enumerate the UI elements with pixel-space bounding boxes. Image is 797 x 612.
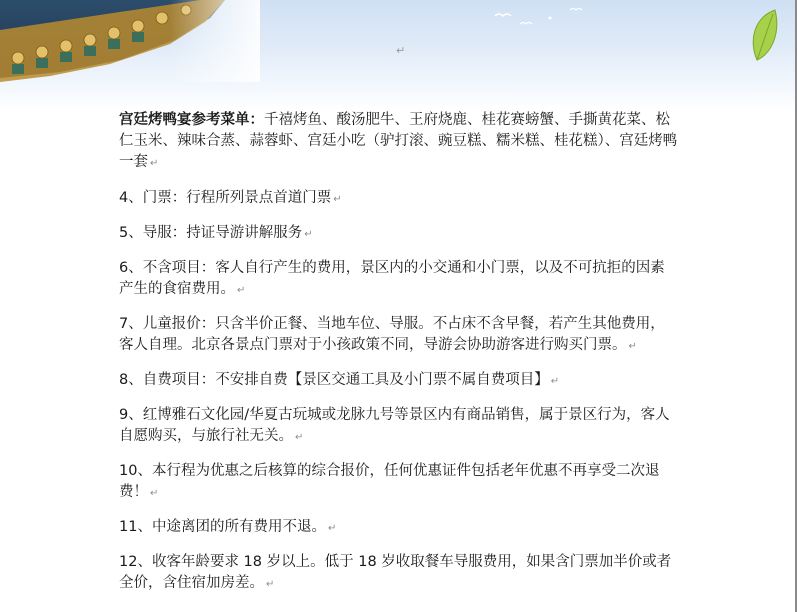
- paragraph-mark: ↵: [550, 376, 560, 387]
- list-item: [119, 370, 679, 392]
- list-item: [119, 188, 679, 210]
- list-item: [119, 405, 679, 448]
- item-text: 6、不含项目：客人自行产生的费用，景区内的小交通和小门票，以及不可抗拒的因素产生的食宿费用。: [119, 260, 665, 297]
- item-text: 11、中途离团的所有费用不退。: [119, 519, 326, 535]
- paragraph-mark: ↵: [150, 158, 159, 169]
- item-text: 4、门票：行程所列景点首道门票: [119, 190, 332, 206]
- list-item: [119, 223, 679, 245]
- list-item: [119, 258, 679, 301]
- menu-label: 宫廷烤鸭宴参考菜单：: [119, 112, 264, 128]
- paragraph-mark: ↵: [333, 194, 342, 205]
- paragraph-mark: ↵: [150, 488, 159, 499]
- item-text: 9、红博雅石文化园/华夏古玩城或龙脉九号等景区内有商品销售，属于景区行为，客人自愿购买，与旅行社无关。: [119, 407, 670, 444]
- paragraph-mark: ↵: [327, 523, 337, 534]
- list-item: [119, 461, 679, 504]
- palace-roof-image: [0, 0, 260, 82]
- paragraph-mark: ↵: [237, 285, 246, 296]
- paragraph-mark: ↵: [266, 579, 275, 590]
- list-item: [119, 517, 679, 539]
- birds-icon: [490, 4, 610, 34]
- document-body[interactable]: [119, 110, 679, 608]
- paragraph-mark: ↵: [304, 229, 313, 240]
- item-text: 10、本行程为优惠之后核算的综合报价，任何优惠证件包括老年优惠不再享受二次退费！: [119, 463, 660, 500]
- list-item: [119, 314, 679, 357]
- paragraph-mark: ↵: [628, 341, 637, 352]
- item-text: 8、自费项目：不安排自费【景区交通工具及小门票不属自费项目】: [119, 372, 549, 388]
- item-text: 12、收客年龄要求 18 岁以上。低于 18 岁收取餐车导服费用，如果含门票加半价或者全价，含住宿加房差。: [119, 554, 672, 591]
- paragraph-mark: ↵: [396, 44, 406, 57]
- green-leaf-icon: [745, 8, 785, 64]
- paragraph-mark: ↵: [295, 432, 304, 443]
- menu-text: 千禧烤鱼、酸汤肥牛、王府烧鹿、桂花赛螃蟹、手撕黄花菜、松仁玉米、辣味合蒸、蒜蓉虾、宫廷小吃（驴打滚、豌豆糕、糯米糕、桂花糕）、宫廷烤鸭一套: [119, 112, 678, 170]
- list-item: [119, 552, 679, 595]
- item-text: 7、儿童报价：只含半价正餐、当地车位、导服。不占床不含早餐，若产生其他费用，客人自理。北京各景点门票对于小孩政策不同，导游会协助游客进行购买门票。: [119, 316, 665, 353]
- item-text: 5、导服：持证导游讲解服务: [119, 225, 303, 241]
- menu-paragraph: [119, 110, 679, 174]
